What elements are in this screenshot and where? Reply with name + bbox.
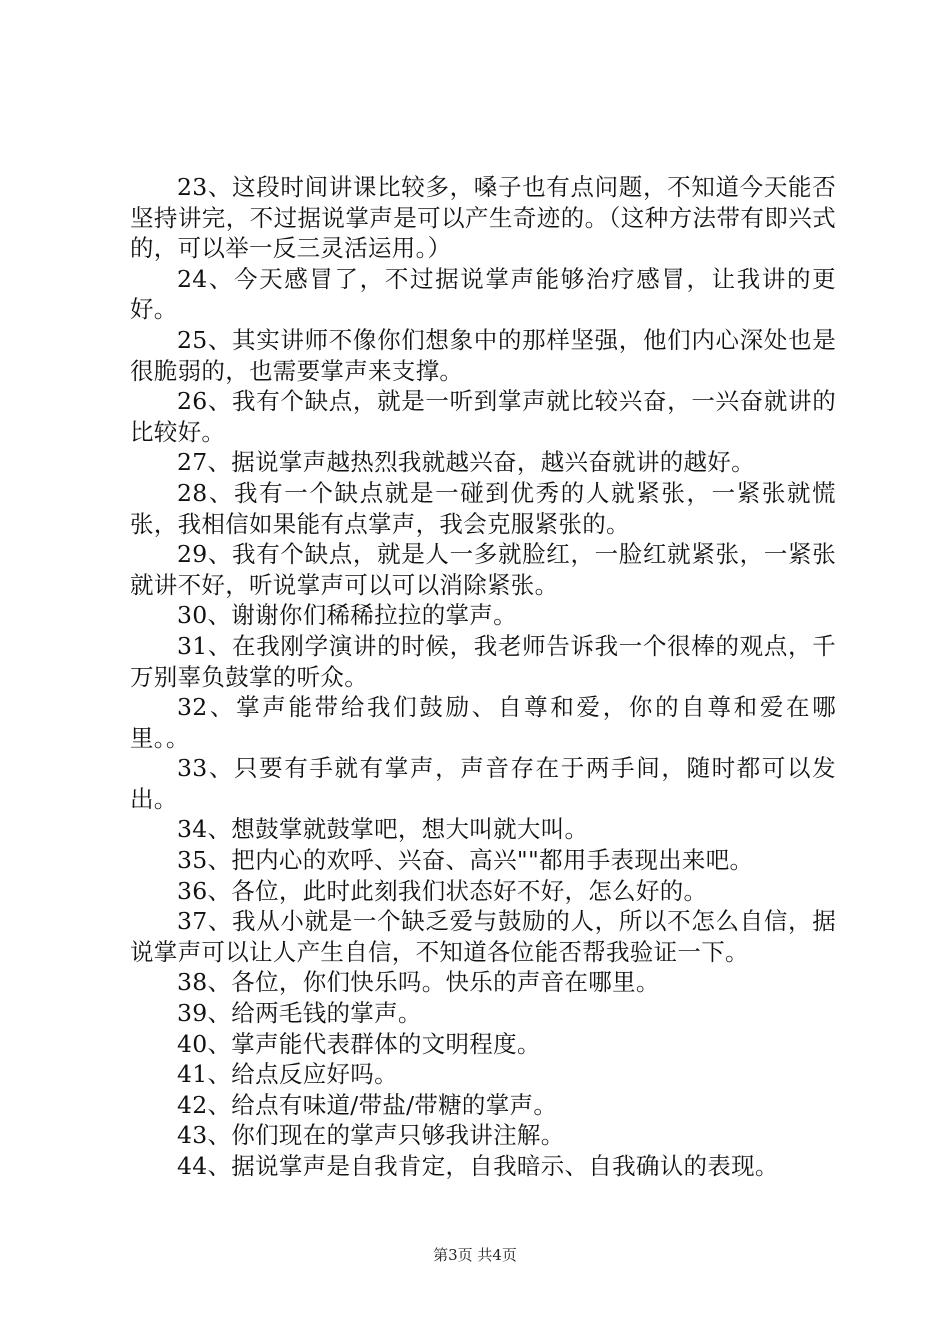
paragraph-41: 41、给点反应好吗。 [177,1060,398,1089]
paragraph-37: 37、我从小就是一个缺乏爱与鼓励的人，所以不怎么自信，据说掌声可以让人产生自信，不知道各位能否帮我验证一下。 [130,907,836,966]
paragraph-23: 23、这段时间讲课比较多，嗓子也有点问题，不知道今天能否坚持讲完，不过据说掌声是可以产生奇迹的。（这种方法带有即兴式的，可以举一反三灵活运用。） [130,173,836,263]
paragraph-38: 38、各位，你们快乐吗。快乐的声音在哪里。 [177,968,660,997]
paragraph-24: 24、今天感冒了，不过据说掌声能够治疗感冒，让我讲的更好。 [130,264,836,324]
page-number-footer: 第3页 共4页 [433,1246,517,1264]
paragraph-36: 36、各位，此时此刻我们状态好不好，怎么好的。 [177,876,708,905]
paragraph-25: 25、其实讲师不像你们想象中的那样坚强，他们内心深处也是很脆弱的，也需要掌声来支撑。 [130,325,836,385]
paragraph-33: 33、只要有手就有掌声，声音存在于两手间，随时都可以发出。 [130,754,836,813]
paragraph-30: 30、谢谢你们稀稀拉拉的掌声。 [177,601,517,630]
paragraph-29: 29、我有个缺点，就是人一多就脸红，一脸红就紧张，一紧张就讲不好，听说掌声可以可以消除紧张。 [130,540,836,599]
paragraph-26: 26、我有个缺点，就是一听到掌声就比较兴奋，一兴奋就讲的比较好。 [130,387,836,446]
paragraph-28: 28、我有一个缺点就是一碰到优秀的人就紧张，一紧张就慌张，我相信如果能有点掌声，我会克服紧张的。 [130,478,836,538]
document-body [130,172,836,1182]
paragraph-32: 32、掌声能带给我们鼓励、自尊和爱，你的自尊和爱在哪里。。 [130,693,836,752]
paragraph-40: 40、掌声能代表群体的文明程度。 [177,1029,541,1058]
paragraph-44: 44、据说掌声是自我肯定，自我暗示、自我确认的表现。 [177,1152,779,1180]
paragraph-42: 42、给点有味道/带盐/带糖的掌声。 [177,1090,558,1119]
paragraph-39: 39、给两毛钱的掌声。 [177,999,422,1028]
paragraph-27: 27、据说掌声越热烈我就越兴奋，越兴奋就讲的越好。 [177,448,755,477]
paragraph-43: 43、你们现在的掌声只够我讲注解。 [177,1121,565,1150]
paragraph-31: 31、在我刚学演讲的时候，我老师告诉我一个很棒的观点，千万别辜负鼓掌的听众。 [130,631,836,691]
paragraph-34: 34、想鼓掌就鼓掌吧，想大叫就大叫。 [177,815,589,844]
paragraph-35: 35、把内心的欢呼、兴奋、高兴""都用手表现出来吧。 [177,846,754,875]
